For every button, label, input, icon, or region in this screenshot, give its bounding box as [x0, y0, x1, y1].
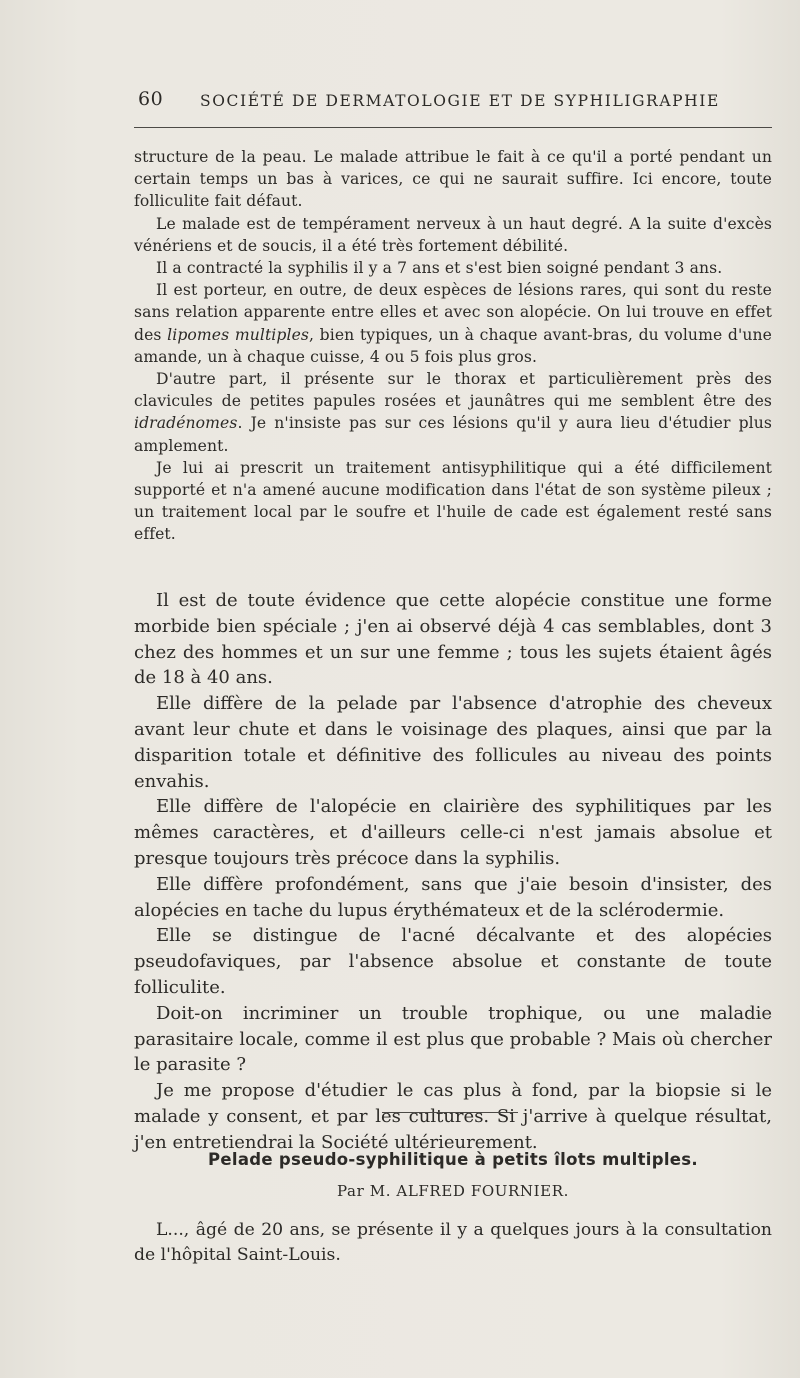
- page-number: 60: [138, 88, 164, 110]
- discussion-block: [134, 588, 772, 1156]
- text-run: Il est porteur, en outre, de deux espèces de lésions rares, qui sont du reste sans relation apparente entre elles et avec son alopécie. On lui trouve en effet des: [134, 281, 772, 344]
- section-divider: [382, 1112, 518, 1113]
- italic-term: lipomes multiples: [167, 325, 309, 344]
- author-byline: Par M. ALFRED FOURNIER.: [337, 1182, 569, 1200]
- paragraph: Il a contracté la syphilis il y a 7 ans et s'est bien soigné pendant 3 ans.: [156, 259, 723, 278]
- paragraph: Doit-on incriminer un trouble trophique, ou une maladie parasitaire locale, comme il est plus que probable ? Mais où chercher le parasite ?: [134, 1002, 772, 1076]
- paragraph: Elle diffère de la pelade par l'absence d'atrophie des cheveux avant leur chute et dans le voisinage des plaques, ainsi que par la disparition totale et définitive des follicules au niveau des points envahis.: [134, 693, 772, 792]
- paragraph: Elle se distingue de l'acné décalvante et des alopécies pseudofaviques, par l'absence absolue et constante de toute folliculite.: [134, 925, 772, 998]
- new-section-block: [134, 1218, 772, 1268]
- page-header: [136, 88, 772, 116]
- header-rule: [134, 127, 772, 128]
- paragraph: Le malade est de tempérament nerveux à un haut degré. A la suite d'excès vénériens et de soucis, il a été très fortement débilité.: [134, 214, 772, 255]
- paragraph: L..., âgé de 20 ans, se présente il y a quelques jours à la consultation de l'hôpital Saint-Louis.: [134, 1220, 772, 1265]
- running-head: SOCIÉTÉ DE DERMATOLOGIE ET DE SYPHILIGRAPHIE: [200, 92, 720, 110]
- paragraph: [134, 279, 772, 368]
- paragraph: [134, 368, 772, 457]
- case-notes-block: [134, 146, 772, 546]
- section-title: Pelade pseudo-syphilitique à petits îlots multiples.: [208, 1150, 698, 1169]
- text-run: . Je n'insiste pas sur ces lésions qu'il y aura lieu d'étudier plus amplement.: [134, 414, 772, 455]
- text-run: D'autre part, il présente sur le thorax et particulièrement près des clavicules de petites papules rosées et jaunâtres qui me semblent être des: [134, 370, 772, 411]
- text-run: , bien typiques, un à chaque avant-bras, du volume d'une amande, un à chaque cuisse, 4 ou 5 fois plus gros.: [134, 325, 772, 366]
- paragraph: Je me propose d'étudier le cas plus à fond, par la biopsie si le malade y consent, et par les cultures. Si j'arrive à quelque résultat, j'en entretiendrai la Société ultérieurement.: [134, 1080, 772, 1153]
- paragraph: Elle diffère profondément, sans que j'aie besoin d'insister, des alopécies en tache du lupus érythémateux et de la sclérodermie.: [134, 873, 772, 921]
- paragraph: Il est de toute évidence que cette alopécie constitue une forme morbide bien spéciale ; j'en ai observé déjà 4 cas semblables, dont 3 chez des hommes et un sur une femme ; tous les sujets étaient âgés de 18 à 40 ans.: [134, 590, 772, 689]
- paragraph: structure de la peau. Le malade attribue le fait à ce qu'il a porté pendant un certain temps un bas à varices, ce qui ne saurait suffire. Ici encore, toute folliculite fait défaut.: [134, 148, 772, 211]
- paragraph: Elle diffère de l'alopécie en clairière des syphilitiques par les mêmes caractères, et d'ailleurs celle-ci n'est jamais absolue et presque toujours très précoce dans la syphilis.: [134, 796, 772, 869]
- italic-term: idradénomes: [134, 414, 238, 433]
- paragraph: Je lui ai prescrit un traitement antisyphilitique qui a été difficilement supporté et n'a amené aucune modification dans l'état de son système pileux ; un traitement local par le soufre et l'huile de cade est également resté sans effet.: [134, 458, 772, 544]
